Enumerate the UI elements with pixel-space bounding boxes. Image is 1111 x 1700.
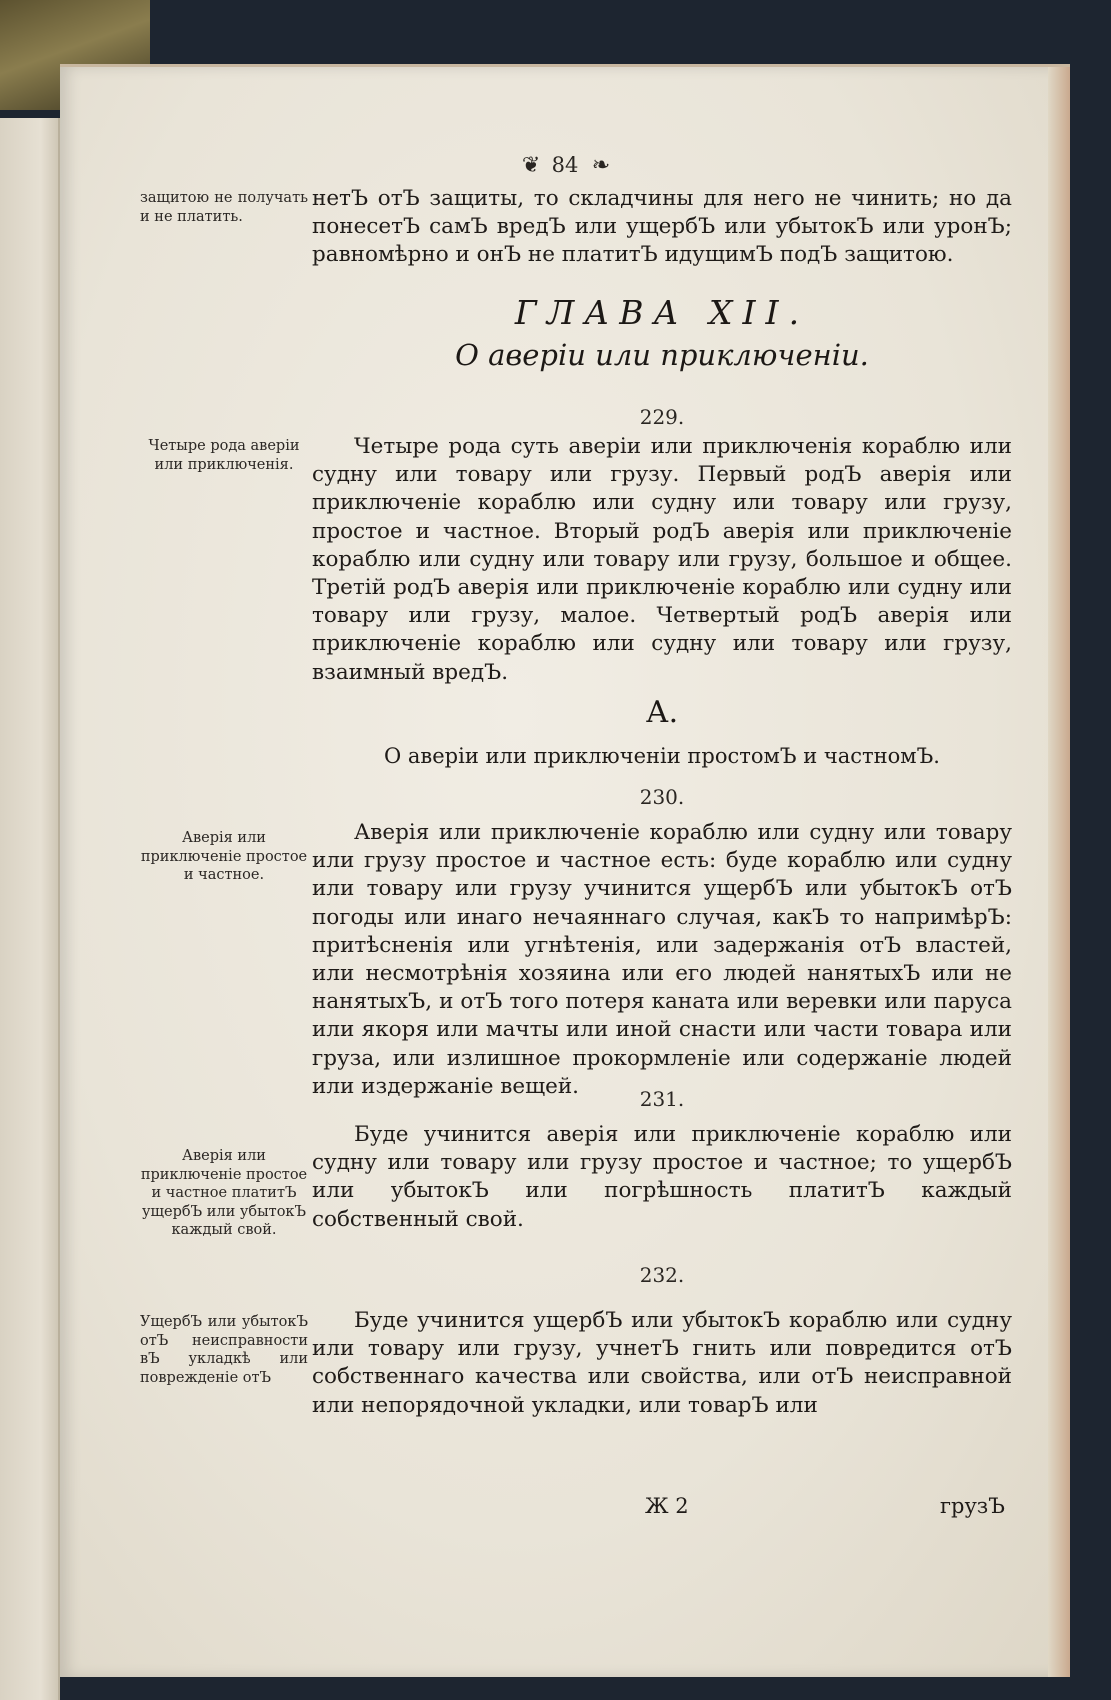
section-number-232: 232. (639, 1263, 685, 1287)
paragraph-229 (312, 433, 1012, 687)
ornament-right-icon: ❧ (591, 153, 609, 178)
side-note-232: УщербЪ или убытокЪ отЪ неисправности вЪ укладкѣ или поврежденіе отЪ (140, 1314, 308, 1386)
section-number-230: 230. (639, 785, 685, 809)
section-letter-a: А. (645, 695, 679, 730)
chapter-subtitle: О аверіи или приключеніи. (455, 338, 869, 372)
paragraph-top-continuation (312, 185, 1012, 270)
section-title-a: О аверіи или приключеніи простомЪ и частномЪ. (384, 744, 940, 768)
paragraph-text: нетЪ отЪ защиты, то складчины для него не чинить; но да понесетЪ самЪ вредЪ или ущербЪ или убытокЪ или уронЪ; равномѣрно и онЪ не платитЪ идущимЪ подЪ защитою. (312, 186, 1012, 268)
side-note-231: Аверія или приключеніе простое и частное платитЪ ущербЪ или убытокЪ каждый свой. (140, 1148, 308, 1238)
paragraph-text: Буде учинится аверія или приключеніе кораблю или судну или товару или грузу простое и частное; то ущербЪ или убытокЪ или погрѣшность платитЪ каждый собственный свой. (312, 1122, 1012, 1232)
section-number-229: 229. (639, 405, 685, 429)
page-number: 84 (551, 153, 579, 177)
paragraph-230 (312, 819, 1012, 1101)
catchword: грузЪ (940, 1494, 1005, 1518)
paragraph-text: Аверія или приключеніе кораблю или судну или товару или грузу простое и частное есть: буде кораблю или судну или товару или грузу учинится ущербЪ или убытокЪ отЪ погоды или инаго нечаяннаго случая, какЪ то напримѣрЪ: притѣсненія или угнѣтенія, или задержанія отЪ властей, или несмотрѣнія хозяина или его людей нанятыхЪ или не нанятыхЪ, и отЪ того потеря каната или веревки или паруса или якоря или мачты или иной снасти или части товара или груза, или излишное прокормленіе или содержаніе людей или издержаніе вещей. (312, 820, 1012, 1099)
ornament-left-icon: ❦ (521, 153, 539, 178)
paragraph-text: Четыре рода суть аверіи или приключенія кораблю или судну или товару или грузу. Первый родЪ аверія или приключеніе кораблю или судну или товару или грузу, простое и частное. Вторый родЪ аверія или приключеніе кораблю или судну или товару или грузу, большое и общее. Третій родЪ аверія или приключеніе кораблю или судну или товару или грузу, малое. Четвертый родЪ аверія или приключеніе кораблю или судну или товару или грузу, взаимный вредЪ. (312, 434, 1012, 685)
paragraph-232 (312, 1307, 1012, 1420)
signature-mark: Ж 2 (645, 1494, 689, 1518)
side-note-230: Аверія или приключеніе простое и частное. (140, 830, 308, 883)
page-edge (1048, 67, 1070, 1677)
paragraph-231 (312, 1121, 1012, 1234)
section-number-231: 231. (639, 1087, 685, 1111)
book-page (60, 64, 1070, 1677)
side-note-229: Четыре рода аверіи или приключенія. (148, 438, 300, 473)
left-page-edge (0, 118, 60, 1700)
page-header (60, 153, 1070, 178)
chapter-heading (312, 293, 1012, 372)
paragraph-text: Буде учинится ущербЪ или убытокЪ кораблю или судну или товару или грузу, учнетЪ гнить или повредится отЪ собственнаго качества или свойства, или отЪ неисправной или непорядочной укладки, или товарЪ или (312, 1308, 1012, 1418)
chapter-title: ГЛАВА XII. (514, 293, 810, 332)
side-note-top: защитою не получать и не платить. (140, 190, 308, 225)
